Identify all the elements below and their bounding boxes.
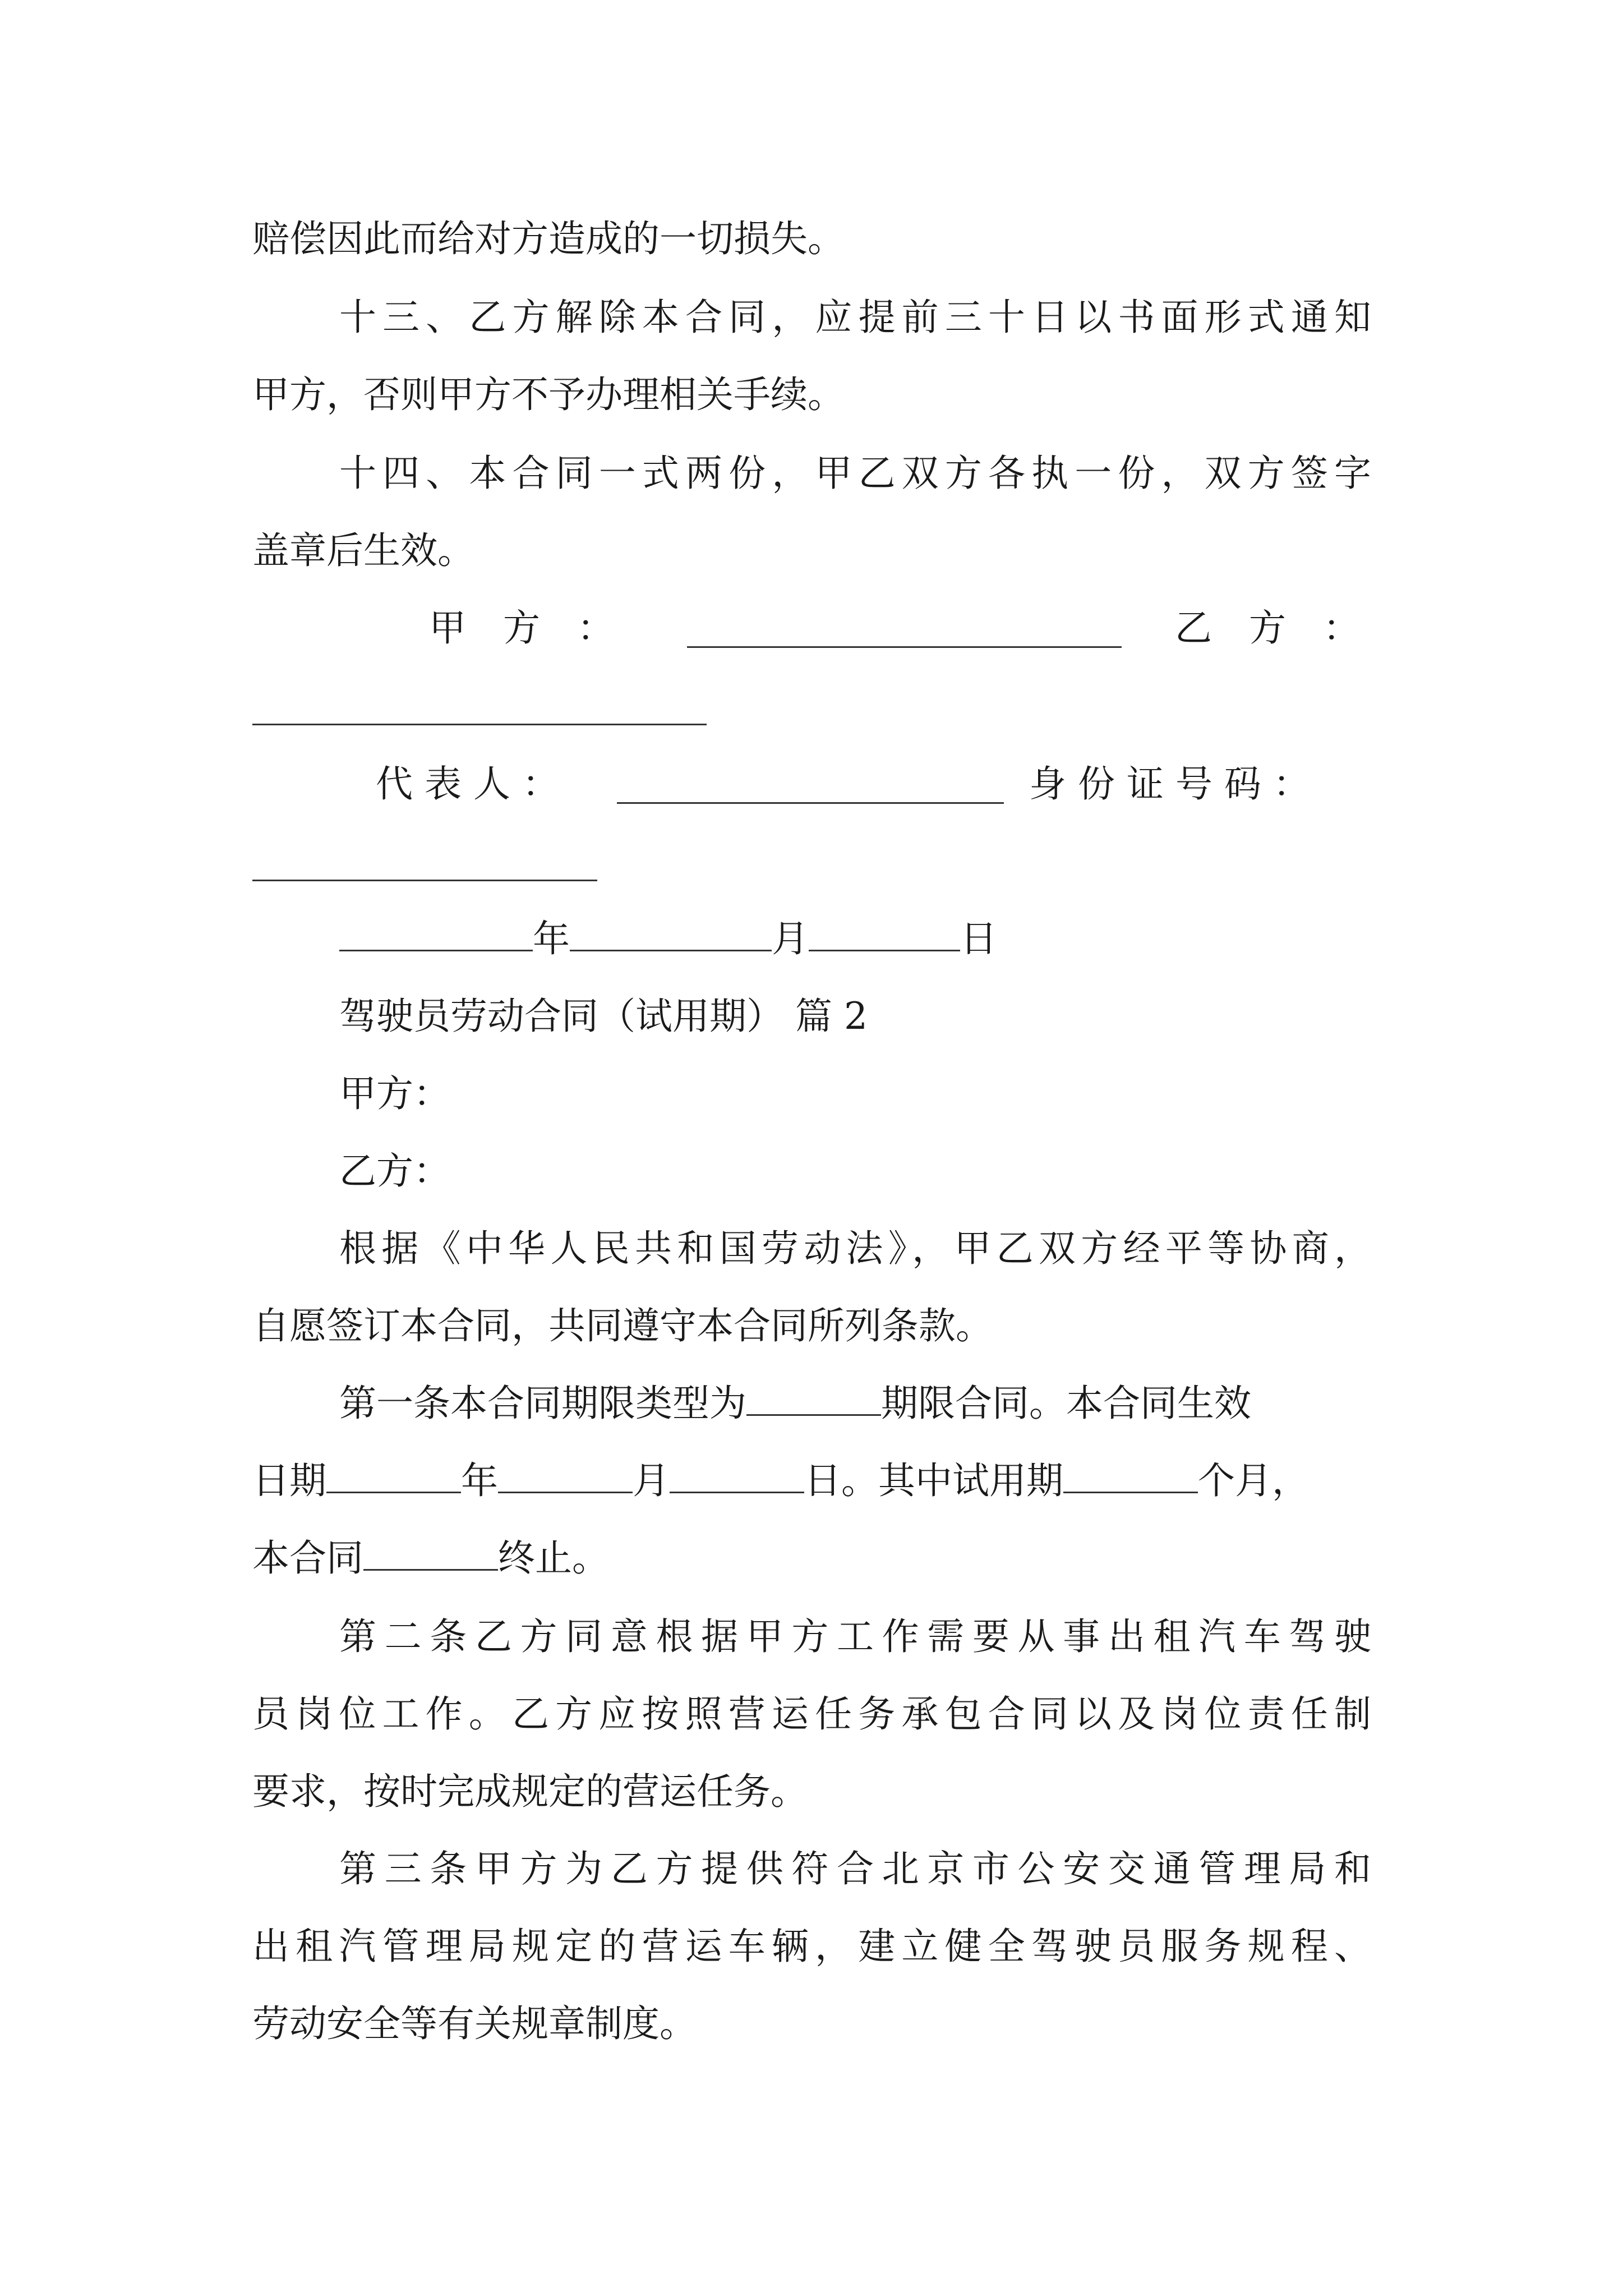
paragraph-line: 第三条甲方为乙方提供符合北京市公安交通管理局和 <box>339 1847 1371 1890</box>
representative-blank <box>617 802 1004 804</box>
section-title: 驾驶员劳动合同（试用期） 篇 2 <box>339 995 868 1038</box>
article-text: 第一条本合同期限类型为 <box>339 1382 746 1425</box>
start-day-blank <box>670 1456 804 1493</box>
article-text: 月 <box>633 1459 670 1502</box>
article-1-line-2 <box>252 1454 1309 1508</box>
article-text: 期限合同。本合同生效 <box>881 1382 1251 1425</box>
party-b-blank <box>252 724 707 725</box>
article-1-line-3 <box>252 1531 609 1585</box>
paragraph-line: 甲方，否则甲方不予办理相关手续。 <box>252 373 845 416</box>
party-a-blank <box>687 646 1122 648</box>
party-b-line: 乙方： <box>339 1149 450 1193</box>
party-a-line: 甲方： <box>339 1072 450 1115</box>
paragraph-line: 出租汽管理局规定的营运车辆，建立健全驾驶员服务规程、 <box>252 1925 1371 1968</box>
start-year-blank <box>326 1456 461 1493</box>
party-a-label: 甲 方 ： <box>429 606 614 650</box>
probation-months-blank <box>1063 1456 1198 1493</box>
term-type-blank <box>746 1379 881 1416</box>
article-text: 本合同 <box>252 1536 363 1580</box>
month-blank <box>570 914 772 951</box>
end-blank <box>363 1534 498 1571</box>
article-text: 年 <box>461 1459 498 1502</box>
paragraph-line: 赔偿因此而给对方造成的一切损失。 <box>252 217 845 260</box>
representative-label: 代 表 人 ： <box>376 762 559 806</box>
article-text: 个月， <box>1198 1459 1309 1502</box>
paragraph-line: 十三、乙方解除本合同，应提前三十日以书面形式通知 <box>339 296 1371 339</box>
date-line <box>339 912 997 966</box>
year-label: 年 <box>533 917 570 960</box>
paragraph-line: 要求，按时完成规定的营运任务。 <box>252 1770 808 1813</box>
start-month-blank <box>498 1456 633 1493</box>
article-text: 日。其中试用期 <box>804 1459 1063 1502</box>
id-number-blank <box>252 880 597 881</box>
article-text: 终止。 <box>498 1536 609 1580</box>
paragraph-line: 十四、本合同一式两份，甲乙双方各执一份，双方签字 <box>339 452 1371 495</box>
paragraph-line: 劳动安全等有关规章制度。 <box>252 2002 697 2045</box>
paragraph-line: 自愿签订本合同，共同遵守本合同所列条款。 <box>252 1304 993 1347</box>
month-label: 月 <box>772 917 809 960</box>
year-blank <box>339 914 533 951</box>
article-1-line-1 <box>339 1377 1251 1430</box>
article-text: 日期 <box>252 1459 326 1502</box>
paragraph-line: 第二条乙方同意根据甲方工作需要从事出租汽车驾驶 <box>339 1615 1371 1658</box>
day-blank <box>809 914 960 951</box>
paragraph-line: 根据《中华人民共和国劳动法》，甲乙双方经平等协商， <box>339 1227 1371 1270</box>
party-b-label: 乙 方 ： <box>1175 606 1360 650</box>
paragraph-line: 盖章后生效。 <box>252 529 474 572</box>
id-number-label: 身 份 证 号 码 ： <box>1029 762 1310 806</box>
day-label: 日 <box>960 917 997 960</box>
paragraph-line: 员岗位工作。乙方应按照营运任务承包合同以及岗位责任制 <box>252 1692 1371 1736</box>
